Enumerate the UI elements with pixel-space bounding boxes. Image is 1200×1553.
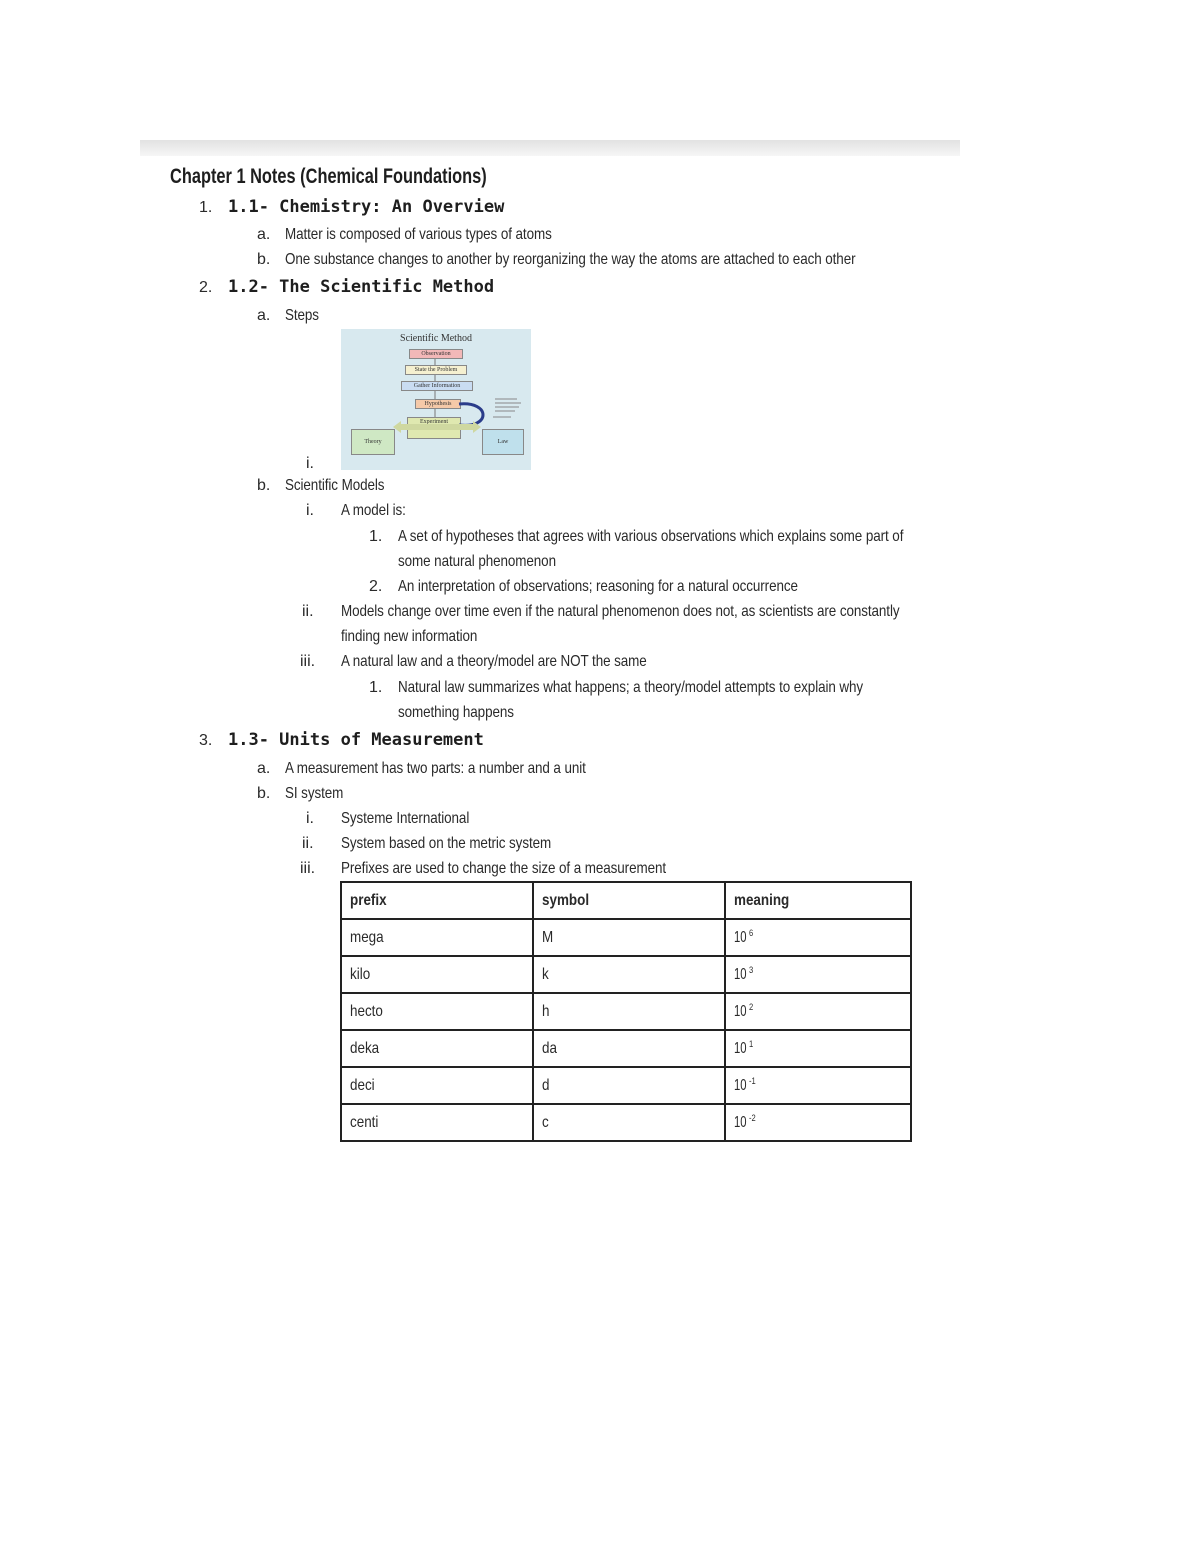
item-text: Steps xyxy=(285,307,319,324)
item-label: ii. xyxy=(302,835,314,852)
prefix-table xyxy=(340,881,912,1142)
table-row xyxy=(341,993,911,1030)
diagram-box-law: Law xyxy=(482,429,524,455)
item-text: Matter is composed of various types of atoms xyxy=(285,226,552,243)
page-title: Chapter 1 Notes (Chemical Foundations) xyxy=(170,165,487,188)
item-label: i. xyxy=(306,810,314,827)
table-cell: c xyxy=(533,1104,725,1141)
section-number: 1. xyxy=(199,199,213,216)
table-cell: 10 $^{-1}$ xyxy=(725,1067,911,1104)
item-text: Scientific Models xyxy=(285,477,385,494)
diagram-box-hypothesis: Hypothesis xyxy=(415,399,461,409)
item-text: finding new information xyxy=(341,628,478,645)
item-text: One substance changes to another by reorganizing the way the atoms are attached to each other xyxy=(285,251,856,268)
table-row xyxy=(341,1104,911,1141)
item-label: i. xyxy=(306,455,314,472)
diagram-box-observation: Observation xyxy=(409,349,463,359)
item-text: A set of hypotheses that agrees with various observations which explains some part of xyxy=(398,528,904,545)
item-label: a. xyxy=(257,226,271,243)
section-number: 3. xyxy=(199,732,213,749)
table-cell: d xyxy=(533,1067,725,1104)
item-label: b. xyxy=(257,477,271,494)
item-text: Models change over time even if the natural phenomenon does not, as scientists are constantly xyxy=(341,603,900,620)
table-row xyxy=(341,956,911,993)
item-label: b. xyxy=(257,785,271,802)
section-heading: 1.1- Chemistry: An Overview xyxy=(228,197,505,217)
section-heading: 1.2- The Scientific Method xyxy=(228,277,495,297)
table-cell: kilo xyxy=(341,956,533,993)
table-row xyxy=(341,1067,911,1104)
table-header-row xyxy=(341,882,911,919)
item-label: a. xyxy=(257,760,271,777)
table-cell: 10 $^{-2}$ xyxy=(725,1104,911,1141)
section-heading: 1.3- Units of Measurement xyxy=(228,730,484,750)
table-row xyxy=(341,919,911,956)
item-label: iii. xyxy=(300,860,316,877)
item-text: A natural law and a theory/model are NOT the same xyxy=(341,653,647,670)
diagram-box-experiment: Experiment xyxy=(407,417,461,439)
item-text: Prefixes are used to change the size of a measurement xyxy=(341,860,667,877)
table-header-cell: prefix xyxy=(341,882,533,919)
diagram-title: Scientific Method xyxy=(400,333,472,344)
table-cell: h xyxy=(533,993,725,1030)
top-shadow-bar xyxy=(140,140,960,156)
item-label: i. xyxy=(306,502,314,519)
diagram-box-gather-information: Gather Information xyxy=(401,381,473,391)
item-label: 2. xyxy=(369,578,383,595)
table-header-cell: meaning xyxy=(725,882,911,919)
table-cell: 10 $^1$ xyxy=(725,1030,911,1067)
item-label: a. xyxy=(257,307,271,324)
table-cell: deka xyxy=(341,1030,533,1067)
table-cell: 10 $^2$ xyxy=(725,993,911,1030)
table-cell: hecto xyxy=(341,993,533,1030)
diagram-arrows xyxy=(341,329,531,470)
table-cell: 10 $^3$ xyxy=(725,956,911,993)
item-label: ii. xyxy=(302,603,314,620)
item-text: Natural law summarizes what happens; a theory/model attempts to explain why xyxy=(398,679,864,696)
item-text: Systeme International xyxy=(341,810,470,827)
item-text: System based on the metric system xyxy=(341,835,552,852)
table-cell: mega xyxy=(341,919,533,956)
item-label: b. xyxy=(257,251,271,268)
item-text: A model is: xyxy=(341,502,406,519)
item-text: SI system xyxy=(285,785,344,802)
diagram-box-theory: Theory xyxy=(351,429,395,455)
table-cell: centi xyxy=(341,1104,533,1141)
table-cell: da xyxy=(533,1030,725,1067)
item-text: An interpretation of observations; reasoning for a natural occurrence xyxy=(398,578,798,595)
item-label: 1. xyxy=(369,528,383,545)
table-row xyxy=(341,1030,911,1067)
table-cell: k xyxy=(533,956,725,993)
section-number: 2. xyxy=(199,279,213,296)
item-text: something happens xyxy=(398,704,514,721)
item-text: A measurement has two parts: a number and a unit xyxy=(285,760,586,777)
table-header-cell: symbol xyxy=(533,882,725,919)
table-cell: M xyxy=(533,919,725,956)
table-cell: 10 $^6$ xyxy=(725,919,911,956)
scientific-method-diagram xyxy=(341,329,531,470)
diagram-box-state-problem: State the Problem xyxy=(405,365,467,375)
item-label: 1. xyxy=(369,679,383,696)
item-text: some natural phenomenon xyxy=(398,553,556,570)
table-cell: deci xyxy=(341,1067,533,1104)
item-label: iii. xyxy=(300,653,316,670)
